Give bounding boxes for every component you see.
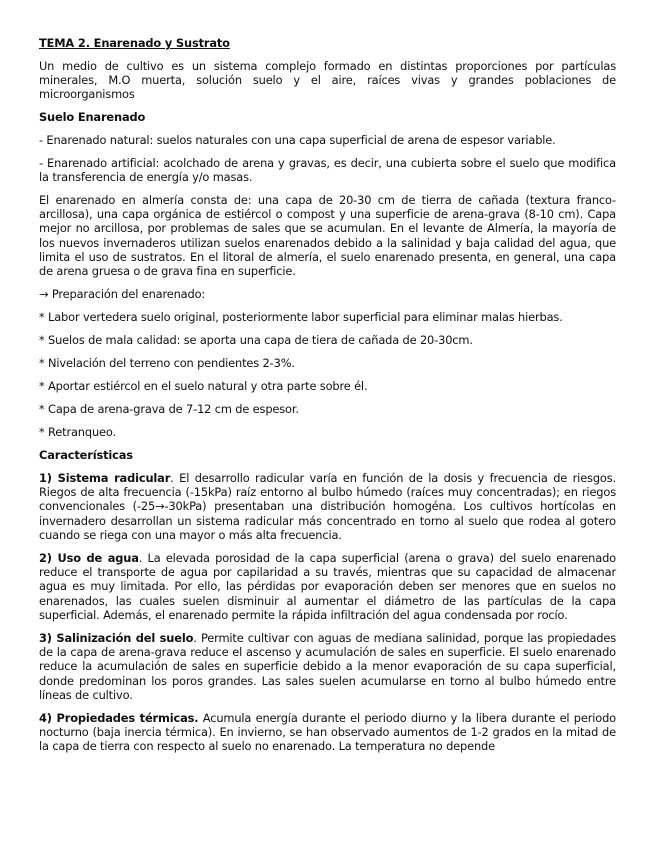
characteristic-label: 3) Salinización del suelo (39, 630, 194, 645)
almeria-paragraph: El enarenado en almería consta de: una capa de 20-30 cm de tierra de cañada (textura franco-arcillosa), una capa orgánica de estiércol o compost y una superficie de arena-grava (8-10 cm). Capa mejor no arcillosa, por problemas de sales que se acumulan. En el levante de Almería, la mayoría de los nuevos invernaderos utilizan suelos enarenados debido a la salinidad y baja calidad del agua, que limita el uso de sustratos. En el litoral de almería, el suelo enarenado presenta, en general, una capa de arena gruesa o de grava fina en superficie. (39, 192, 616, 279)
characteristic-label: 1) Sistema radicular (39, 470, 171, 485)
intro-paragraph: Un medio de cultivo es un sistema complejo formado en distintas proporciones por partículas minerales, M.O muerta, solución suelo y el aire, raíces vivas y grandes poblaciones de microorganismos (39, 58, 616, 102)
characteristic-paragraph (39, 471, 616, 542)
characteristic-paragraph (39, 711, 616, 754)
preparation-item: * Suelos de mala calidad: se aporta una capa de tiera de cañada de 20-30cm. (39, 333, 473, 348)
document-page (39, 36, 616, 762)
section-heading-suelo-enarenado: Suelo Enarenado (39, 110, 146, 125)
natural-sanding-paragraph: - Enarenado natural: suelos naturales con una capa superficial de arena de espesor variable. (39, 132, 556, 147)
characteristic-text: . La elevada porosidad de la capa superficial (arena o grava) del suelo enarenado reduce el transporte de agua por capilaridad a su través, mientras que su capacidad de almacenar agua es muy limitada. Por ello, las pérdidas por evaporación deben ser menores que en suelos no enarenados, las cuales suelen disminuir al aumentar el diámetro de las partículas de la capa superficial. Además, el enarenado permite la rápida infiltración del agua condensada por rocío. (39, 550, 616, 623)
characteristic-label: 4) Propiedades térmicas. (39, 710, 199, 725)
characteristic-text: . El desarrollo radicular varía en función de la dosis y frecuencia de riesgos. Riegos de alta frecuencia (-15kPa) raíz entorno al bulbo húmedo (raíces muy concentradas); en riegos convencionales (-25→-30kPa) presentaban una distribución homogéna. Los cultivos hortícolas en invernadero desarrollan un sistema radicular más concentrado en torno al suelo que rodea al gotero cuando se riega con una mayor o más alta frecuencia. (39, 470, 616, 543)
preparation-item: * Aportar estiércol en el suelo natural y otra parte sobre él. (39, 379, 368, 394)
section-heading-caracteristicas: Características (39, 448, 133, 463)
characteristic-text: Acumula energía durante el periodo diurno y la libera durante el periodo nocturno (baja inercia térmica). En invierno, se han observado aumentos de 1-2 grados en la mitad de la capa de tierra con respecto al suelo no enarenado. La temperatura no depende (39, 710, 616, 754)
characteristic-paragraph (39, 631, 616, 702)
preparation-item: * Capa de arena-grava de 7-12 cm de espesor. (39, 402, 299, 417)
preparation-item: * Labor vertedera suelo original, posteriormente labor superficial para eliminar malas hierbas. (39, 310, 563, 325)
preparation-heading: → Preparación del enarenado: (39, 287, 206, 302)
preparation-item: * Retranqueo. (39, 425, 116, 440)
characteristic-text: . Permite cultivar con aguas de mediana salinidad, porque las propiedades de la capa de arena-grava reduce el ascenso y acumulación de sales en superficie. El suelo enarenado reduce la acumulación de sales en superficie debido a la menor evaporación de su capa superficial, donde predominan los poros grandes. Las sales suelen acumularse en torno al bulbo húmedo entre líneas de cultivo. (39, 630, 616, 702)
preparation-item: * Nivelación del terreno con pendientes 2-3%. (39, 356, 295, 371)
document-title: TEMA 2. Enarenado y Sustrato (39, 36, 230, 50)
artificial-sanding-paragraph: - Enarenado artificial: acolchado de arena y gravas, es decir, una cubierta sobre el suelo que modifica la transferencia de energía y/o masas. (39, 155, 616, 185)
characteristic-label: 2) Uso de agua (39, 550, 139, 565)
characteristic-paragraph (39, 551, 616, 622)
